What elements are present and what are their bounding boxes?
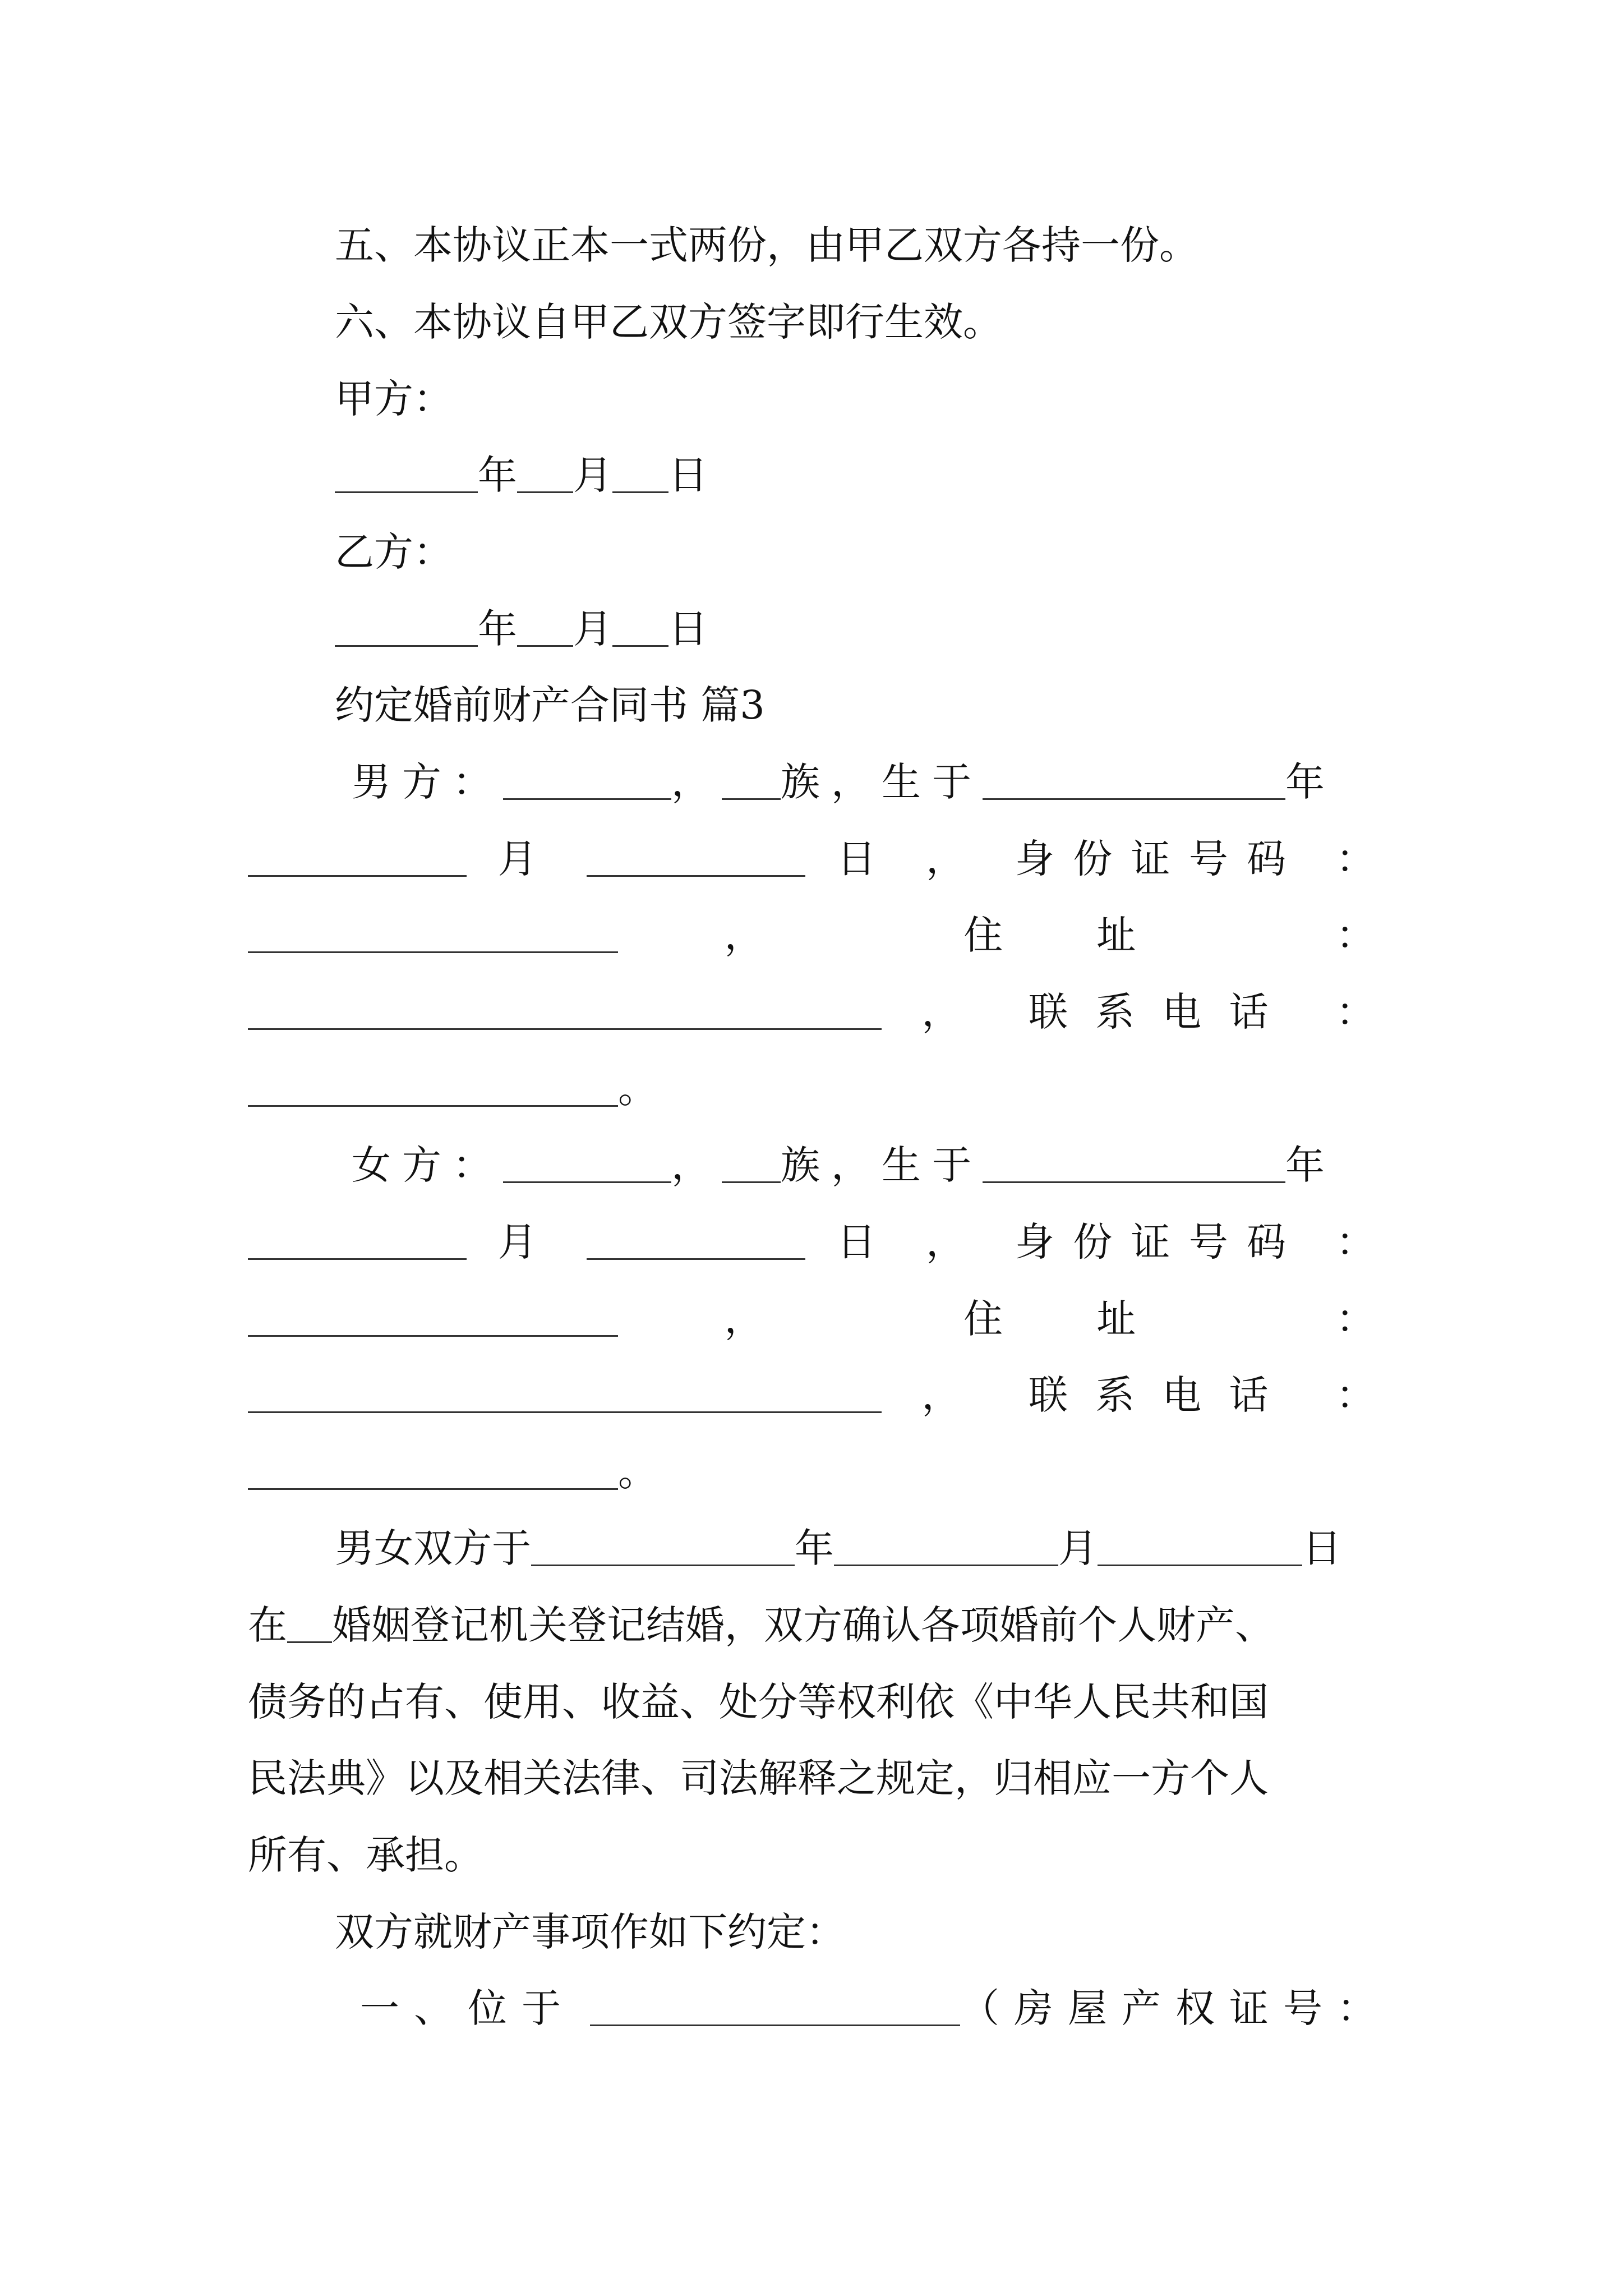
party-a-label: 甲方： (335, 376, 453, 422)
male-birth-year-blank[interactable] (983, 762, 1285, 800)
marriage-month-blank[interactable] (834, 1529, 1058, 1566)
year-blank[interactable] (335, 609, 478, 647)
female-birth-year-blank[interactable] (983, 1145, 1285, 1183)
day-blank[interactable] (612, 609, 668, 647)
female-line-5: 。 (248, 1441, 1375, 1503)
month-blank[interactable] (517, 609, 573, 647)
clause-six: 六、本协议自甲乙双方签字即行生效。 (335, 299, 1002, 345)
male-birth-month-blank[interactable] (248, 839, 467, 877)
party-b-label: 乙方： (335, 529, 453, 575)
male-line-4: ， 联系电话 ： (248, 981, 1375, 1043)
registry-blank[interactable] (287, 1605, 332, 1643)
female-line-1: 女方： ， 族，生于 年 (352, 1142, 1336, 1188)
marriage-line-2: 在 婚姻登记机关登记结婚，双方确认各项婚前个人财产、 (248, 1602, 1274, 1648)
female-name-blank[interactable] (503, 1145, 671, 1183)
male-line-5: 。 (248, 1058, 1375, 1120)
agreement-intro: 双方就财产事项作如下约定： (335, 1909, 845, 1955)
marriage-line-3: 债务的占有、使用、收益、处分等权利依《中华人民共和国 (248, 1679, 1269, 1725)
female-line-3: ， 住址 ： (248, 1288, 1375, 1350)
marriage-year-blank[interactable] (531, 1529, 795, 1566)
section-title: 约定婚前财产合同书 篇3 (335, 682, 765, 728)
female-birth-month-blank[interactable] (248, 1222, 467, 1260)
party-a-date: 年 月 日 (248, 444, 1462, 506)
male-birth-day-blank[interactable] (587, 839, 805, 877)
marriage-line-5: 所有、承担。 (248, 1832, 483, 1878)
party-b-date: 年 月 日 (248, 598, 1462, 660)
female-line-4: ， 联系电话 ： (248, 1364, 1375, 1426)
male-phone-blank[interactable] (248, 1069, 618, 1107)
month-blank[interactable] (517, 455, 573, 493)
female-id-blank[interactable] (248, 1299, 618, 1337)
item-one-line: 一、位于 （房屋产权证号： (360, 1985, 1391, 2031)
male-id-blank[interactable] (248, 915, 618, 953)
marriage-day-blank[interactable] (1098, 1529, 1302, 1566)
year-blank[interactable] (335, 455, 478, 493)
male-line-2: 月 日 ， 身份证号码 ： (248, 828, 1375, 890)
female-ethnic-blank[interactable] (722, 1145, 781, 1183)
female-birth-day-blank[interactable] (587, 1222, 805, 1260)
male-line-3: ， 住址 ： (248, 904, 1375, 966)
male-name-blank[interactable] (503, 762, 671, 800)
female-line-2: 月 日 ， 身份证号码 ： (248, 1211, 1375, 1273)
clause-five: 五、本协议正本一式两份，由甲乙双方各持一份。 (335, 222, 1198, 268)
male-ethnic-blank[interactable] (722, 762, 781, 800)
marriage-line-4: 民法典》以及相关法律、司法解释之规定，归相应一方个人 (248, 1755, 1269, 1801)
property-location-blank[interactable] (590, 1989, 960, 2026)
marriage-line-1: 男女双方于 年 月 日 (335, 1525, 1341, 1571)
female-phone-blank[interactable] (248, 1452, 618, 1490)
male-line-1: 男方： ， 族，生于 年 (352, 759, 1336, 805)
female-address-blank[interactable] (248, 1375, 882, 1413)
day-blank[interactable] (612, 455, 668, 493)
male-address-blank[interactable] (248, 992, 882, 1030)
